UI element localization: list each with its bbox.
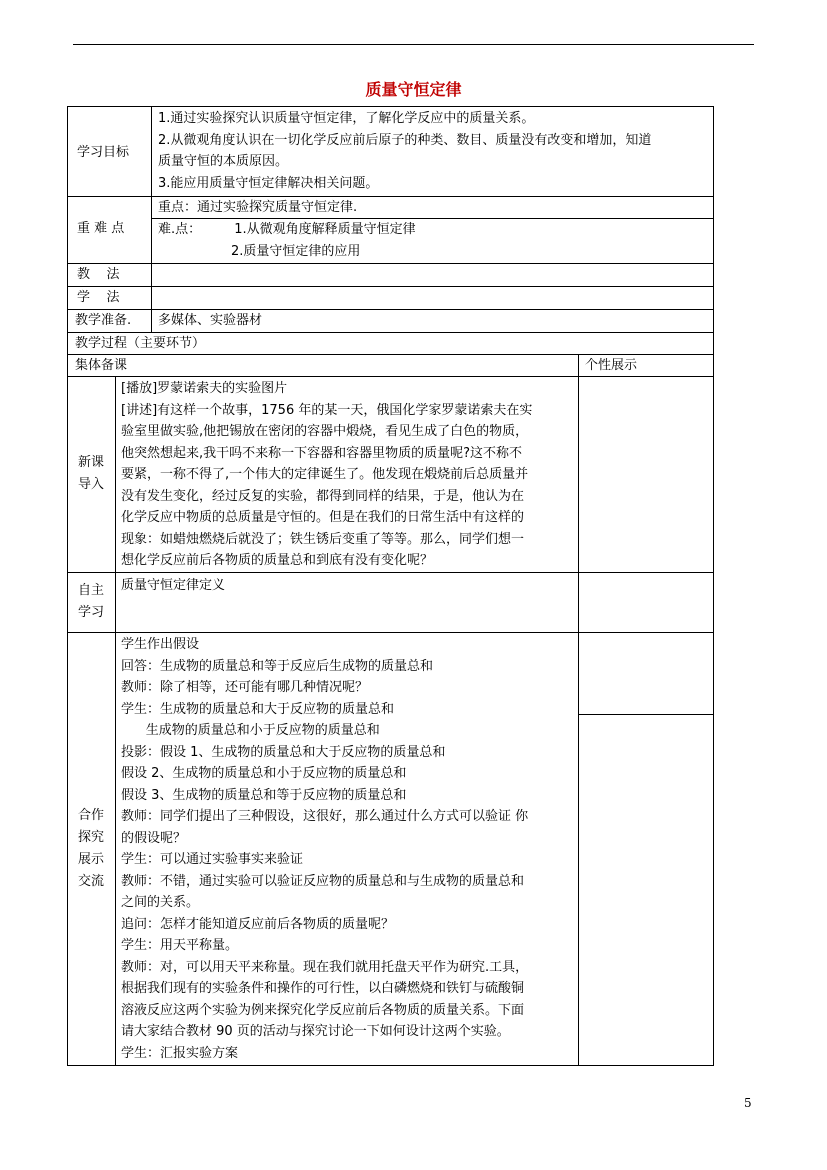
self-study-label	[67, 580, 115, 624]
difficult-point-text: 2.质量守恒定律的应用	[231, 244, 361, 259]
label-line: 自主	[77, 583, 104, 598]
objective-line: 质量守恒的本质原因。	[158, 154, 289, 169]
cooperation-line: 学生：可以通过实验事实来验证	[121, 852, 304, 867]
row-divider	[67, 263, 714, 264]
cooperation-line: 学生：汇报实验方案	[121, 1045, 239, 1061]
column-divider	[578, 354, 579, 1066]
intro-line: 化学反应中物质的总质量是守恒的。但是在我们的日常生活中有这样的	[121, 510, 525, 525]
label-line: 展示	[77, 852, 104, 867]
column-divider	[151, 106, 152, 332]
cooperation-line: 之间的关系。	[121, 895, 200, 910]
label-line: 探究	[77, 830, 104, 845]
intro-text	[121, 378, 532, 572]
cooperation-line: 教师：对，可以用天平来称量。现在我们就用托盘天平作为研究.工具，	[121, 959, 529, 975]
objective-line: 2.从微观角度认识在一切化学反应前后原子的种类、数目、质量没有改变和增加，知道	[158, 132, 652, 148]
cooperation-line: 投影：假设 1、生成物的质量总和大于反应物的质量总和	[121, 744, 446, 760]
header-rule	[73, 44, 754, 45]
page-title: 质量守恒定律	[365, 80, 462, 99]
intro-line: 他突然想起来,我干吗不来称一下容器和容器里物质的质量呢?这不称不	[121, 445, 523, 461]
label-line: 导入	[77, 477, 104, 492]
cooperation-text	[121, 634, 528, 1064]
row-divider	[67, 286, 714, 287]
cooperation-line: 回答：生成物的质量总和等于反应后生成物的质量总和	[121, 658, 434, 674]
cooperation-label	[67, 805, 115, 893]
objective-line: 3.能应用质量守恒定律解决相关问题。	[158, 175, 379, 191]
intro-line: 要紧，一称不得了,一个伟大的定律诞生了。他发现在煅烧前后总质量并	[121, 467, 529, 482]
cooperation-line: 假设 2、生成物的质量总和小于反应物的质量总和	[121, 766, 407, 781]
collective-heading: 集体备课	[75, 358, 128, 373]
row-divider	[578, 714, 714, 715]
cooperation-line: 生成物的质量总和小于反应物的质量总和	[121, 723, 380, 738]
intro-line: 没有发生变化，经过反复的实验，都得到同样的结果，于是，他认为在	[121, 488, 525, 504]
cooperation-line: 教师：同学们提出了三种假设，这很好，那么通过什么方式可以验证 你	[121, 809, 529, 824]
preparation-value: 多媒体、实验器材	[158, 313, 263, 328]
cooperation-line: 溶液反应这两个实验为例来探究化学反应前后各物质的质量关系。下面	[121, 1002, 525, 1018]
learning-method-label: 学 法	[77, 290, 120, 305]
label-line: 新课	[77, 455, 104, 470]
row-divider	[67, 572, 714, 573]
cooperation-line: 学生作出假设	[121, 637, 200, 652]
cooperation-line: 的假设呢？	[121, 830, 187, 846]
teaching-method-label: 教 法	[77, 267, 120, 282]
cooperation-line: 教师：不错，通过实验可以验证反应物的质量总和与生成物的质量总和	[121, 873, 525, 889]
intro-line: 现象：如蜡烛燃烧后就没了；铁生锈后变重了等等。那么，同学们想一	[121, 531, 525, 547]
cooperation-line: 学生：用天平称量。	[121, 938, 239, 953]
personal-heading: 个性展示	[585, 358, 638, 373]
column-divider	[115, 376, 116, 1066]
intro-line: 验室里做实验,他把锡放在密闭的容器中煅烧，看见生成了白色的物质，	[121, 424, 529, 439]
preparation-label: 教学准备.	[75, 313, 132, 328]
intro-label	[67, 452, 115, 496]
difficult-point-text: 难.点： 1.从微观角度解释质量守恒定律	[158, 222, 416, 237]
objectives-label: 学习目标	[77, 145, 130, 160]
key-points-label: 重 难 点	[77, 221, 125, 236]
key-point-text: 重点：通过实验探究质量守恒定律.	[158, 200, 358, 215]
page-number: 5	[744, 1096, 752, 1110]
process-heading: 教学过程（主要环节）	[75, 336, 206, 351]
label-line: 合作	[77, 808, 104, 823]
intro-line: 想化学反应前后各物质的质量总和到底有没有变化呢？	[121, 553, 434, 568]
cooperation-line: 假设 3、生成物的质量总和等于反应物的质量总和	[121, 787, 407, 803]
objectives-text	[158, 108, 651, 194]
label-line: 学习	[77, 605, 104, 620]
row-divider	[67, 632, 714, 633]
cooperation-line: 教师：除了相等，还可能有哪几种情况呢？	[121, 680, 369, 695]
intro-line: [讲述]有这样一个故事，1756 年的某一天，俄国化学家罗蒙诺索夫在实	[121, 402, 533, 418]
intro-line: [播放]罗蒙诺索夫的实验图片	[121, 381, 288, 396]
cooperation-line: 请大家结合教材 90 页的活动与探究讨论一下如何设计这两个实验。	[121, 1024, 510, 1039]
cooperation-line: 根据我们现有的实验条件和操作的可行性，以白磷燃烧和铁钉与硫酸铜	[121, 981, 525, 996]
cooperation-line: 学生：生成物的质量总和大于反应物的质量总和	[121, 701, 395, 717]
self-study-text: 质量守恒定律定义	[121, 578, 226, 593]
cooperation-line: 追问：怎样才能知道反应前后各物质的质量呢？	[121, 916, 395, 932]
objective-line: 1.通过实验探究认识质量守恒定律，了解化学反应中的质量关系。	[158, 111, 535, 126]
label-line: 交流	[77, 874, 104, 889]
